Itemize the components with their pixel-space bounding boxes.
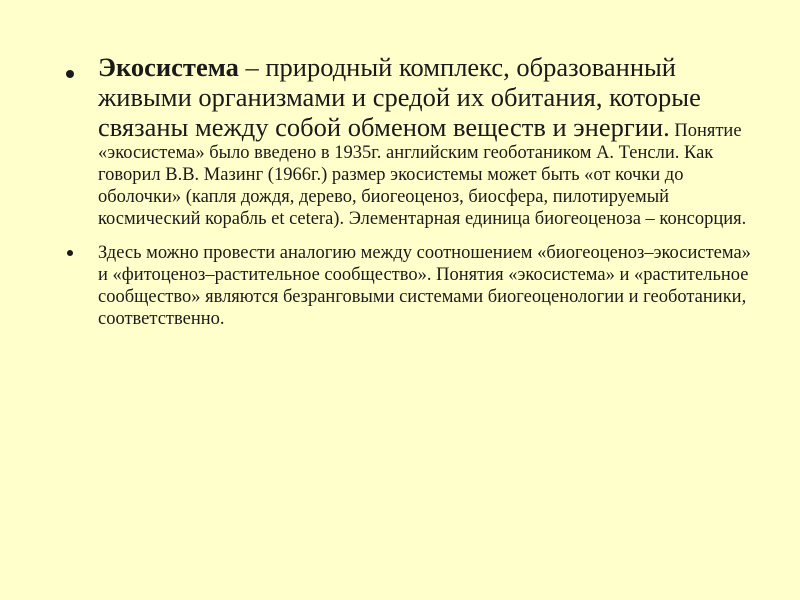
definition-lead [98, 52, 701, 142]
bullet-dot-icon [66, 70, 74, 78]
analogy-text: Здесь можно провести аналогию между соотношением «биогеоценоз–экосистема» и «фитоценоз–растительное сообщество». Понятия «экосистема» и «растительное сообщество» являются безранговыми системами биогеоценологии и геоботаники, соответственно. [98, 243, 751, 329]
term-ecosystem: Экосистема [98, 52, 239, 82]
bullet-item-analogy [62, 242, 760, 330]
bullet-dot-icon [67, 250, 73, 256]
bullet-list [62, 52, 760, 330]
definition-text: – природный комплекс, образованный живыми организмами и средой их обитания, которые связаны между собой обменом веществ и энергии. [98, 52, 701, 142]
bullet-item-ecosystem-definition [62, 52, 760, 230]
definition-details: Понятие «экосистема» было введено в 1935г. английским геоботаником А. Тенсли. Как говорил В.В. Мазинг (1966г.) размер экосистемы может быть «от кочки до оболочки» (капля дождя, дерево, биогеоценоз, биосфера, пилотируемый космический корабль et cetera). Элементарная единица биогеоценоза – консорция. [98, 121, 747, 229]
